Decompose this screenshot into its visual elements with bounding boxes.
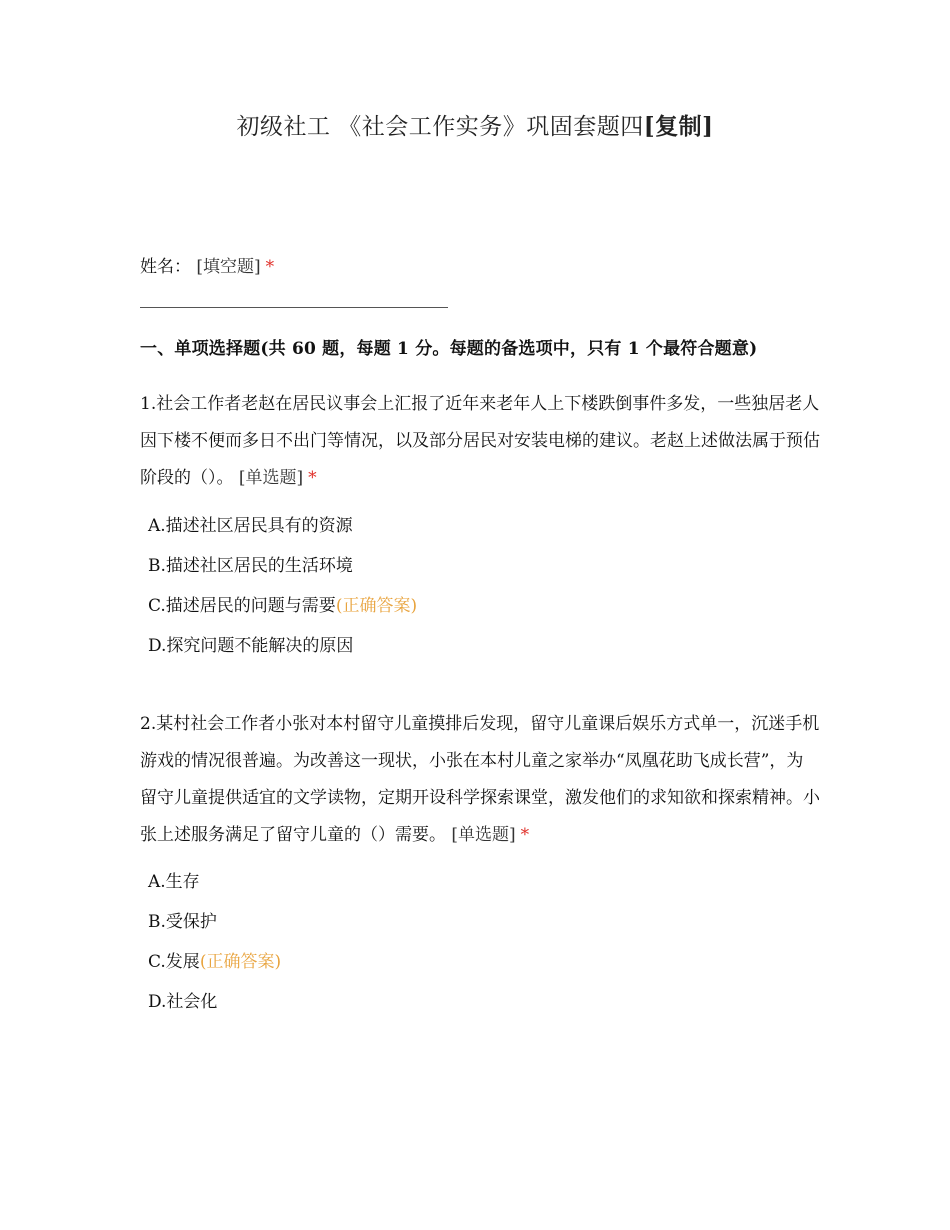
option-a[interactable]	[148, 506, 417, 546]
required-mark: *	[520, 825, 530, 845]
option-d[interactable]	[148, 982, 281, 1022]
title-suffix: [复制]	[643, 113, 714, 140]
option-label: C.描述居民的问题与需要	[148, 596, 336, 616]
option-label: D.探究问题不能解决的原因	[148, 636, 354, 656]
option-b[interactable]	[148, 902, 281, 942]
option-c[interactable]	[148, 942, 281, 982]
option-d[interactable]	[148, 626, 417, 666]
question-2-options	[148, 862, 281, 1022]
option-label: A.生存	[148, 872, 200, 892]
option-label: B.描述社区居民的生活环境	[148, 556, 353, 576]
name-input-line[interactable]	[140, 307, 448, 308]
question-2	[140, 706, 820, 854]
option-label: B.受保护	[148, 912, 217, 932]
question-type-tag: [单选题]	[451, 825, 516, 845]
name-label: 姓名：	[140, 257, 191, 277]
correct-answer-note: (正确答案)	[335, 596, 418, 616]
page-title	[0, 108, 950, 141]
required-mark: *	[308, 468, 317, 488]
title-main: 初级社工 《社会工作实务》巩固套题四	[236, 114, 644, 140]
question-1-options	[148, 506, 417, 666]
correct-answer-note: (正确答案)	[199, 952, 282, 972]
question-1	[140, 386, 820, 497]
required-mark: *	[265, 257, 275, 277]
name-field-label	[140, 252, 274, 277]
question-type-tag: [填空题]	[196, 257, 261, 277]
option-label: A.描述社区居民具有的资源	[148, 516, 353, 536]
option-label: D.社会化	[148, 992, 218, 1012]
option-label: C.发展	[148, 952, 200, 972]
option-b[interactable]	[148, 546, 417, 586]
question-text: 2.某村社会工作者小张对本村留守儿童摸排后发现，留守儿童课后娱乐方式单一，沉迷手机游戏的情况很普遍。为改善这一现状，小张在本村儿童之家举办“凤凰花助飞成长营”，为留守儿童提供适宜的文学读物，定期开设科学探索课堂，激发他们的求知欲和探索精神。小张上述服务满足了留守儿童的（）需要。	[140, 714, 820, 845]
section-heading: 一、单项选择题(共 60 题，每题 1 分。每题的备选项中，只有 1 个最符合题意)	[140, 339, 758, 359]
option-a[interactable]	[148, 862, 281, 902]
option-c[interactable]	[148, 586, 417, 626]
question-text: 1.社会工作者老赵在居民议事会上汇报了近年来老年人上下楼跌倒事件多发，一些独居老人因下楼不便而多日不出门等情况，以及部分居民对安装电梯的建议。老赵上述做法属于预估阶段的（）。	[140, 394, 820, 488]
question-type-tag: [单选题]	[238, 468, 304, 488]
